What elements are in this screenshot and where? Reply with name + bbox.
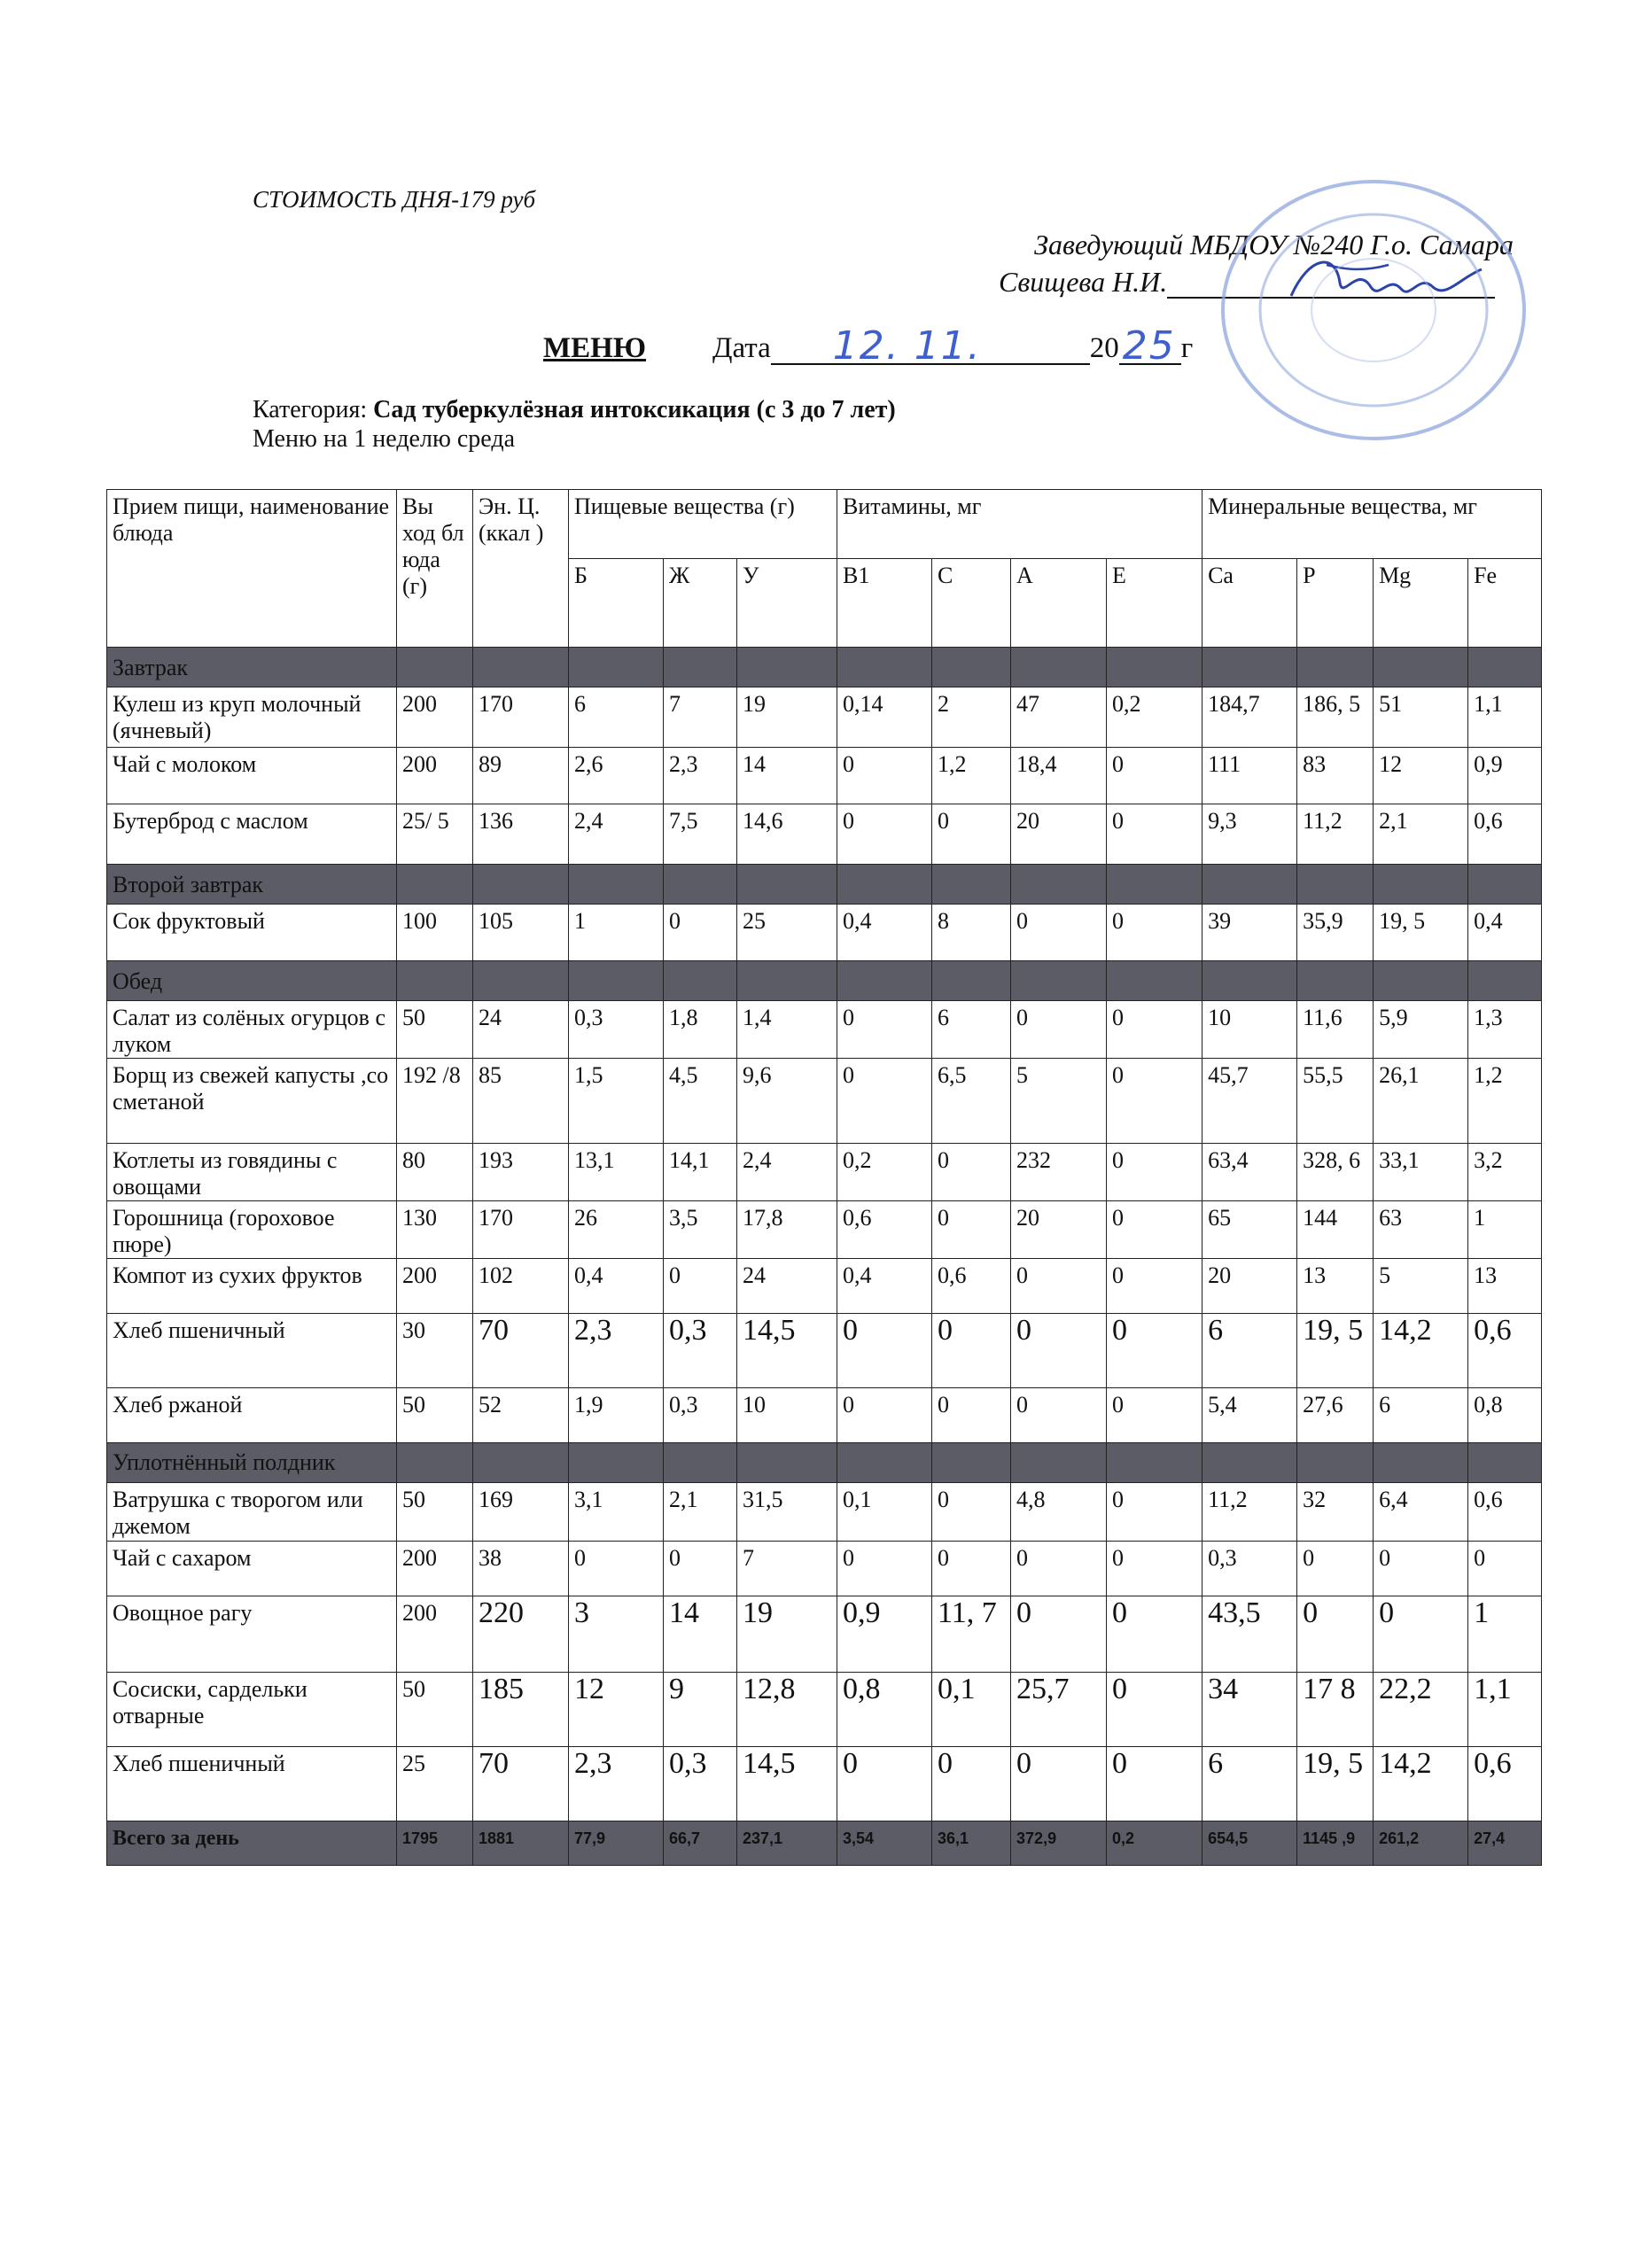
table-cell: 24 xyxy=(473,1001,569,1059)
table-row xyxy=(107,804,1542,865)
col-vitamins: Витамины, мг xyxy=(837,490,1202,559)
dish-name: Компот из сухих фруктов xyxy=(107,1259,397,1314)
table-cell: 3,5 xyxy=(664,1201,737,1259)
table-cell: 4,8 xyxy=(1011,1483,1107,1542)
table-cell: 0,4 xyxy=(837,1259,932,1314)
dish-name: Хлеб пшеничный xyxy=(107,1747,397,1821)
col-ca: Са xyxy=(1202,559,1297,648)
table-cell: 24 xyxy=(737,1259,837,1314)
dish-name: Бутерброд с маслом xyxy=(107,804,397,865)
table-cell: 0,9 xyxy=(1468,748,1542,804)
table-cell: 70 xyxy=(473,1747,569,1821)
table-cell: 34 xyxy=(1202,1673,1297,1747)
dish-name: Ватрушка с творогом или джемом xyxy=(107,1483,397,1542)
table-cell: 0,6 xyxy=(1468,1747,1542,1821)
year-suffix: г xyxy=(1180,332,1194,364)
table-cell: 0 xyxy=(1107,1259,1202,1314)
table-cell: 14,5 xyxy=(737,1314,837,1388)
table-cell: 0,6 xyxy=(1468,1483,1542,1542)
table-cell: 19, 5 xyxy=(1374,905,1468,961)
table-cell: 19 xyxy=(737,687,837,748)
official-stamp-icon xyxy=(1210,168,1537,452)
date-label: Дата xyxy=(712,332,771,364)
table-cell: 14,1 xyxy=(664,1144,737,1201)
table-cell: 1,9 xyxy=(569,1388,664,1443)
table-cell: 12 xyxy=(569,1673,664,1747)
col-c: С xyxy=(932,559,1011,648)
category-value: Сад туберкулёзная интоксикация (с 3 до 7 лет) xyxy=(373,396,896,423)
table-row xyxy=(107,1201,1542,1259)
table-cell: 2,3 xyxy=(569,1747,664,1821)
table-cell: 9 xyxy=(664,1673,737,1747)
col-p: Р xyxy=(1297,559,1374,648)
section-label: Завтрак xyxy=(107,648,397,687)
table-cell: 0 xyxy=(664,905,737,961)
table-cell: 0 xyxy=(932,804,1011,865)
table-cell: 0 xyxy=(837,1747,932,1821)
table-cell: 0,8 xyxy=(1468,1388,1542,1443)
total-cell: 0,2 xyxy=(1107,1821,1202,1866)
table-cell: 0,6 xyxy=(1468,1314,1542,1388)
dish-name: Борщ из свежей капусты ,со сметаной xyxy=(107,1059,397,1144)
table-row xyxy=(107,1314,1542,1388)
category-line xyxy=(253,396,896,424)
table-cell: 105 xyxy=(473,905,569,961)
table-cell: 0 xyxy=(1011,1542,1107,1596)
table-cell: 170 xyxy=(473,687,569,748)
table-cell: 0 xyxy=(1107,1747,1202,1821)
dish-name: Салат из солёных огурцов с луком xyxy=(107,1001,397,1059)
table-cell: 25,7 xyxy=(1011,1673,1107,1747)
table-row xyxy=(107,905,1542,961)
table-cell: 192 /8 xyxy=(397,1059,473,1144)
table-cell: 0,14 xyxy=(837,687,932,748)
table-cell: 32 xyxy=(1297,1483,1374,1542)
col-b1: В1 xyxy=(837,559,932,648)
table-cell: 0 xyxy=(837,748,932,804)
table-cell: 1,1 xyxy=(1468,1673,1542,1747)
table-cell: 52 xyxy=(473,1388,569,1443)
table-cell: 11,6 xyxy=(1297,1001,1374,1059)
table-cell: 0 xyxy=(1107,1201,1202,1259)
table-cell: 14,5 xyxy=(737,1747,837,1821)
table-cell: 0 xyxy=(837,1542,932,1596)
table-cell: 1,3 xyxy=(1468,1001,1542,1059)
table-cell: 0 xyxy=(837,1314,932,1388)
table-cell: 0,4 xyxy=(569,1259,664,1314)
table-cell: 0 xyxy=(1374,1596,1468,1673)
table-cell: 14 xyxy=(737,748,837,804)
table-cell: 0 xyxy=(1011,1314,1107,1388)
table-cell: 0 xyxy=(1107,1596,1202,1673)
table-cell: 10 xyxy=(1202,1001,1297,1059)
table-cell: 12,8 xyxy=(737,1673,837,1747)
table-cell: 0 xyxy=(1011,1259,1107,1314)
table-row xyxy=(107,748,1542,804)
table-cell: 0 xyxy=(1107,1001,1202,1059)
table-cell: 0 xyxy=(1297,1542,1374,1596)
table-cell: 9,6 xyxy=(737,1059,837,1144)
table-row xyxy=(107,1747,1542,1821)
col-energy: Эн. Ц. (ккал ) xyxy=(473,490,569,648)
col-nutrients: Пищевые вещества (г) xyxy=(569,490,837,559)
table-cell: 70 xyxy=(473,1314,569,1388)
table-cell: 2,1 xyxy=(1374,804,1468,865)
total-cell: 1881 xyxy=(473,1821,569,1866)
day-cost: СТОИМОСТЬ ДНЯ-179 руб xyxy=(253,186,536,213)
table-cell: 5,4 xyxy=(1202,1388,1297,1443)
table-cell: 3,1 xyxy=(569,1483,664,1542)
table-cell: 9,3 xyxy=(1202,804,1297,865)
table-cell: 14 xyxy=(664,1596,737,1673)
table-cell: 0 xyxy=(932,1542,1011,1596)
table-cell: 136 xyxy=(473,804,569,865)
col-dish: Прием пищи, наименование блюда xyxy=(107,490,397,648)
table-cell: 0 xyxy=(1011,1596,1107,1673)
table-cell: 6 xyxy=(569,687,664,748)
col-yield: Вы ход бл юда (г) xyxy=(397,490,473,648)
table-cell: 1,2 xyxy=(1468,1059,1542,1144)
table-cell: 0 xyxy=(932,1144,1011,1201)
table-cell: 1 xyxy=(1468,1201,1542,1259)
table-cell: 13 xyxy=(1468,1259,1542,1314)
week-line: Меню на 1 неделю среда xyxy=(253,425,516,453)
table-cell: 0 xyxy=(1374,1542,1468,1596)
table-cell: 0 xyxy=(569,1542,664,1596)
table-row xyxy=(107,687,1542,748)
table-cell: 232 xyxy=(1011,1144,1107,1201)
menu-title: МЕНЮ xyxy=(543,332,646,364)
table-cell: 26 xyxy=(569,1201,664,1259)
table-cell: 0,6 xyxy=(932,1259,1011,1314)
table-cell: 0 xyxy=(1107,1542,1202,1596)
table-cell: 0 xyxy=(837,1001,932,1059)
section-snack xyxy=(107,1443,1542,1483)
handwritten-year: 25 xyxy=(1122,323,1176,369)
table-cell: 22,2 xyxy=(1374,1673,1468,1747)
table-cell: 85 xyxy=(473,1059,569,1144)
table-cell: 17 8 xyxy=(1297,1673,1374,1747)
table-cell: 200 xyxy=(397,748,473,804)
table-row xyxy=(107,1144,1542,1201)
table-cell: 12 xyxy=(1374,748,1468,804)
table-cell: 45,7 xyxy=(1202,1059,1297,1144)
table-cell: 0,8 xyxy=(837,1673,932,1747)
table-cell: 0 xyxy=(1107,1144,1202,1201)
table-cell: 0 xyxy=(1107,1673,1202,1747)
table-cell: 6 xyxy=(932,1001,1011,1059)
table-cell: 0 xyxy=(837,1388,932,1443)
table-cell: 19 xyxy=(737,1596,837,1673)
table-cell: 1,2 xyxy=(932,748,1011,804)
table-cell: 5,9 xyxy=(1374,1001,1468,1059)
table-cell: 0,2 xyxy=(837,1144,932,1201)
col-mg: Mg xyxy=(1374,559,1468,648)
table-cell: 19, 5 xyxy=(1297,1314,1374,1388)
total-cell: 261,2 xyxy=(1374,1821,1468,1866)
table-cell: 200 xyxy=(397,1542,473,1596)
table-cell: 200 xyxy=(397,1259,473,1314)
year-prefix: 20 xyxy=(1089,332,1119,364)
col-carb: У xyxy=(737,559,837,648)
table-cell: 0,6 xyxy=(837,1201,932,1259)
table-cell: 200 xyxy=(397,1596,473,1673)
table-cell: 31,5 xyxy=(737,1483,837,1542)
table-cell: 35,9 xyxy=(1297,905,1374,961)
table-cell: 19, 5 xyxy=(1297,1747,1374,1821)
section-breakfast xyxy=(107,648,1542,687)
table-cell: 25 xyxy=(737,905,837,961)
table-cell: 25 xyxy=(397,1747,473,1821)
dish-name: Хлеб ржаной xyxy=(107,1388,397,1443)
table-cell: 1,4 xyxy=(737,1001,837,1059)
dish-name: Сок фруктовый xyxy=(107,905,397,961)
table-cell: 0 xyxy=(932,1483,1011,1542)
table-cell: 25/ 5 xyxy=(397,804,473,865)
table-cell: 33,1 xyxy=(1374,1144,1468,1201)
table-cell: 0 xyxy=(1107,1388,1202,1443)
table-cell: 83 xyxy=(1297,748,1374,804)
table-cell: 20 xyxy=(1011,804,1107,865)
total-cell: 27,4 xyxy=(1468,1821,1542,1866)
approver-name: Свищева Н.И. xyxy=(999,266,1168,298)
table-cell: 14,2 xyxy=(1374,1314,1468,1388)
section-label: Уплотнённый полдник xyxy=(107,1443,397,1483)
table-cell: 0,3 xyxy=(1202,1542,1297,1596)
menu-date-line xyxy=(543,323,1194,369)
table-cell: 50 xyxy=(397,1388,473,1443)
table-cell: 0 xyxy=(932,1388,1011,1443)
table-cell: 0,3 xyxy=(664,1747,737,1821)
col-a: А xyxy=(1011,559,1107,648)
table-cell: 0 xyxy=(932,1314,1011,1388)
table-cell: 17,8 xyxy=(737,1201,837,1259)
table-row xyxy=(107,1542,1542,1596)
table-cell: 63 xyxy=(1374,1201,1468,1259)
table-cell: 200 xyxy=(397,687,473,748)
table-cell: 2,4 xyxy=(737,1144,837,1201)
table-row xyxy=(107,1483,1542,1542)
year-blank xyxy=(1119,323,1181,369)
table-cell: 18,4 xyxy=(1011,748,1107,804)
table-cell: 1,5 xyxy=(569,1059,664,1144)
table-cell: 1 xyxy=(569,905,664,961)
table-cell: 0,3 xyxy=(569,1001,664,1059)
table-cell: 50 xyxy=(397,1673,473,1747)
table-cell: 1,8 xyxy=(664,1001,737,1059)
table-cell: 328, 6 xyxy=(1297,1144,1374,1201)
table-cell: 50 xyxy=(397,1483,473,1542)
table-cell: 14,2 xyxy=(1374,1747,1468,1821)
table-cell: 30 xyxy=(397,1314,473,1388)
total-cell: 77,9 xyxy=(569,1821,664,1866)
total-cell: 3,54 xyxy=(837,1821,932,1866)
table-row xyxy=(107,1596,1542,1673)
table-cell: 0,1 xyxy=(837,1483,932,1542)
dish-name: Сосиски, сардельки отварные xyxy=(107,1673,397,1747)
dish-name: Чай с молоком xyxy=(107,748,397,804)
dish-name: Чай с сахаром xyxy=(107,1542,397,1596)
table-cell: 4,5 xyxy=(664,1059,737,1144)
table-cell: 51 xyxy=(1374,687,1468,748)
table-cell: 2,4 xyxy=(569,804,664,865)
table-cell: 0 xyxy=(932,1747,1011,1821)
table-cell: 80 xyxy=(397,1144,473,1201)
table-cell: 186, 5 xyxy=(1297,687,1374,748)
table-cell: 0 xyxy=(837,1059,932,1144)
table-cell: 2,1 xyxy=(664,1483,737,1542)
total-cell: 66,7 xyxy=(664,1821,737,1866)
table-cell: 14,6 xyxy=(737,804,837,865)
table-cell: 89 xyxy=(473,748,569,804)
table-row xyxy=(107,1388,1542,1443)
table-cell: 2,6 xyxy=(569,748,664,804)
dish-name: Овощное рагу xyxy=(107,1596,397,1673)
table-cell: 102 xyxy=(473,1259,569,1314)
total-cell: 237,1 xyxy=(737,1821,837,1866)
table-cell: 0 xyxy=(664,1259,737,1314)
menu-table xyxy=(106,489,1542,1866)
table-cell: 5 xyxy=(1011,1059,1107,1144)
table-cell: 1 xyxy=(1468,1596,1542,1673)
table-cell: 20 xyxy=(1202,1259,1297,1314)
table-cell: 27,6 xyxy=(1297,1388,1374,1443)
table-cell: 7 xyxy=(664,687,737,748)
table-cell: 0,4 xyxy=(1468,905,1542,961)
col-fe: Fe xyxy=(1468,559,1542,648)
table-cell: 3 xyxy=(569,1596,664,1673)
handwritten-date: 12. 11. xyxy=(832,323,982,369)
table-cell: 6 xyxy=(1202,1747,1297,1821)
table-cell: 144 xyxy=(1297,1201,1374,1259)
section-lunch xyxy=(107,961,1542,1001)
total-label: Всего за день xyxy=(107,1821,397,1866)
table-cell: 0 xyxy=(837,804,932,865)
table-cell: 0 xyxy=(1011,1747,1107,1821)
total-cell: 1795 xyxy=(397,1821,473,1866)
table-cell: 111 xyxy=(1202,748,1297,804)
section-second-breakfast xyxy=(107,865,1542,905)
table-cell: 0 xyxy=(1297,1596,1374,1673)
table-cell: 7,5 xyxy=(664,804,737,865)
table-cell: 13,1 xyxy=(569,1144,664,1201)
table-cell: 26,1 xyxy=(1374,1059,1468,1144)
table-cell: 100 xyxy=(397,905,473,961)
table-cell: 39 xyxy=(1202,905,1297,961)
table-cell: 43,5 xyxy=(1202,1596,1297,1673)
total-cell: 372,9 xyxy=(1011,1821,1107,1866)
section-label: Обед xyxy=(107,961,397,1001)
table-cell: 0 xyxy=(1107,804,1202,865)
table-cell: 0 xyxy=(1107,905,1202,961)
table-cell: 2,3 xyxy=(664,748,737,804)
dish-name: Горошница (гороховое пюре) xyxy=(107,1201,397,1259)
table-row xyxy=(107,1059,1542,1144)
col-e: Е xyxy=(1107,559,1202,648)
table-cell: 3,2 xyxy=(1468,1144,1542,1201)
total-cell: 36,1 xyxy=(932,1821,1011,1866)
table-cell: 7 xyxy=(737,1542,837,1596)
col-fat: Ж xyxy=(664,559,737,648)
table-cell: 0,3 xyxy=(664,1314,737,1388)
table-cell: 0 xyxy=(1468,1542,1542,1596)
table-cell: 2 xyxy=(932,687,1011,748)
table-cell: 6,4 xyxy=(1374,1483,1468,1542)
table-row xyxy=(107,1259,1542,1314)
table-cell: 0 xyxy=(1107,1314,1202,1388)
table-cell: 184,7 xyxy=(1202,687,1297,748)
table-cell: 0 xyxy=(932,1201,1011,1259)
dish-name: Кулеш из круп молочный (ячневый) xyxy=(107,687,397,748)
table-cell: 8 xyxy=(932,905,1011,961)
section-label: Второй завтрак xyxy=(107,865,397,905)
table-cell: 193 xyxy=(473,1144,569,1201)
table-cell: 6 xyxy=(1374,1388,1468,1443)
table-cell: 170 xyxy=(473,1201,569,1259)
table-cell: 0,6 xyxy=(1468,804,1542,865)
table-cell: 185 xyxy=(473,1673,569,1747)
table-cell: 0 xyxy=(1011,905,1107,961)
table-cell: 5 xyxy=(1374,1259,1468,1314)
table-cell: 220 xyxy=(473,1596,569,1673)
table-cell: 11, 7 xyxy=(932,1596,1011,1673)
table-cell: 0 xyxy=(1107,1059,1202,1144)
table-cell: 0 xyxy=(1011,1388,1107,1443)
date-blank xyxy=(771,323,1090,369)
table-cell: 2,3 xyxy=(569,1314,664,1388)
table-cell: 0,1 xyxy=(932,1673,1011,1747)
total-row xyxy=(107,1821,1542,1866)
table-row xyxy=(107,1001,1542,1059)
table-cell: 6 xyxy=(1202,1314,1297,1388)
table-cell: 169 xyxy=(473,1483,569,1542)
dish-name: Котлеты из говядины с овощами xyxy=(107,1144,397,1201)
table-cell: 0 xyxy=(1107,1483,1202,1542)
table-cell: 20 xyxy=(1011,1201,1107,1259)
col-minerals: Минеральные вещества, мг xyxy=(1202,490,1542,559)
table-row xyxy=(107,1673,1542,1747)
category-label: Категория: xyxy=(253,396,374,423)
approver-title: Заведующий МБДОУ №240 Г.о. Самара xyxy=(1034,229,1514,260)
col-protein: Б xyxy=(569,559,664,648)
table-cell: 0,3 xyxy=(664,1388,737,1443)
table-cell: 130 xyxy=(397,1201,473,1259)
dish-name: Хлеб пшеничный xyxy=(107,1314,397,1388)
table-cell: 50 xyxy=(397,1001,473,1059)
table-cell: 6,5 xyxy=(932,1059,1011,1144)
total-cell: 1145 ,9 xyxy=(1297,1821,1374,1866)
table-cell: 10 xyxy=(737,1388,837,1443)
table-cell: 1,1 xyxy=(1468,687,1542,748)
table-cell: 63,4 xyxy=(1202,1144,1297,1201)
table-cell: 0 xyxy=(664,1542,737,1596)
table-cell: 0,4 xyxy=(837,905,932,961)
table-cell: 0 xyxy=(1107,748,1202,804)
total-cell: 654,5 xyxy=(1202,1821,1297,1866)
table-cell: 11,2 xyxy=(1202,1483,1297,1542)
table-cell: 0,2 xyxy=(1107,687,1202,748)
table-cell: 13 xyxy=(1297,1259,1374,1314)
table-cell: 38 xyxy=(473,1542,569,1596)
table-cell: 0,9 xyxy=(837,1596,932,1673)
table-cell: 11,2 xyxy=(1297,804,1374,865)
table-cell: 65 xyxy=(1202,1201,1297,1259)
table-cell: 55,5 xyxy=(1297,1059,1374,1144)
table-cell: 0 xyxy=(1011,1001,1107,1059)
table-cell: 47 xyxy=(1011,687,1107,748)
